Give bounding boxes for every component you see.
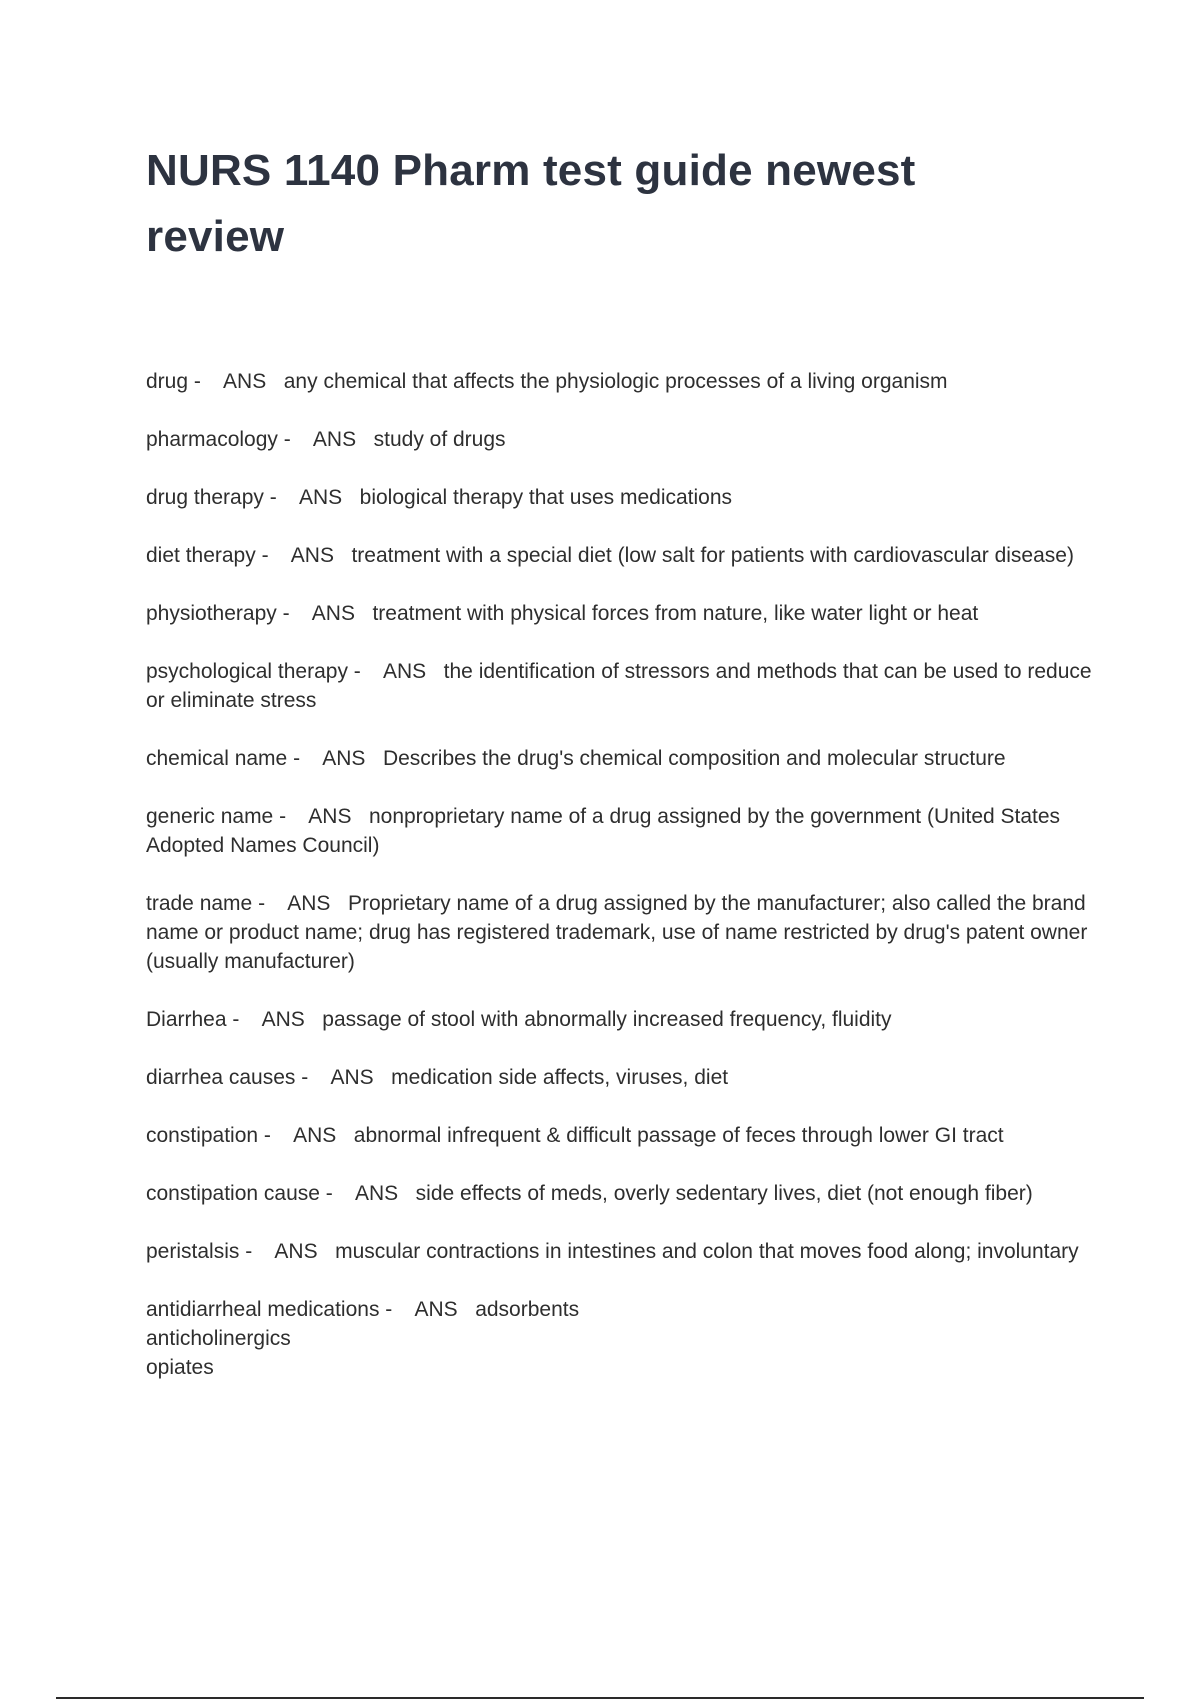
- entry-separator: -: [258, 1124, 294, 1147]
- entry-definition: treatment with physical forces from nature, like water light or heat: [372, 602, 979, 625]
- entry-answer-label: ANS: [311, 602, 355, 625]
- entry-gap: [365, 747, 383, 770]
- entry-separator: -: [239, 1240, 275, 1263]
- entry-separator: -: [295, 1066, 331, 1089]
- flashcard-entry: [146, 889, 1096, 976]
- flashcard-list: [146, 367, 1096, 1411]
- flashcard-entry: [146, 367, 1096, 396]
- entry-separator: -: [347, 660, 383, 683]
- entry-gap: [336, 1124, 354, 1147]
- entry-answer-label: ANS: [290, 544, 334, 567]
- entry-answer-label: ANS: [274, 1240, 318, 1263]
- entry-gap: [330, 892, 348, 915]
- entry-answer-label: ANS: [308, 805, 352, 828]
- entry-definition: treatment with a special diet (low salt for patients with cardiovascular disease): [351, 544, 1074, 567]
- entry-answer-label: ANS: [330, 1066, 374, 1089]
- entry-gap: [355, 602, 373, 625]
- entry-gap: [266, 370, 284, 393]
- entry-definition: any chemical that affects the physiologic processes of a living organism: [283, 370, 948, 393]
- flashcard-entry: [146, 483, 1096, 512]
- entry-separator: -: [252, 892, 288, 915]
- entry-definition: study of drugs: [373, 428, 506, 451]
- entry-separator: -: [319, 1182, 355, 1205]
- entry-separator: -: [188, 370, 224, 393]
- entry-answer-label: ANS: [382, 660, 427, 683]
- entry-definition: adsorbents: [475, 1298, 580, 1321]
- entry-answer-label: ANS: [312, 428, 357, 451]
- entry-answer-label: ANS: [354, 1182, 399, 1205]
- entry-definition: abnormal infrequent & difficult passage of feces through lower GI tract: [353, 1124, 1004, 1147]
- entry-gap: [334, 544, 352, 567]
- entry-term: diarrhea causes: [146, 1066, 296, 1089]
- entry-separator: -: [255, 544, 291, 567]
- entry-term: trade name: [146, 892, 253, 915]
- entry-definition: Describes the drug's chemical composition and molecular structure: [382, 747, 1006, 770]
- footer-divider: [56, 1697, 1144, 1699]
- entry-definition: medication side affects, viruses, diet: [391, 1066, 729, 1089]
- entry-term: pharmacology: [146, 428, 278, 451]
- flashcard-entry: [146, 802, 1096, 860]
- entry-term: antidiarrheal medications: [146, 1298, 380, 1321]
- entry-separator: -: [263, 486, 299, 509]
- entry-separator: -: [273, 805, 309, 828]
- entry-definition: passage of stool with abnormally increased frequency, fluidity: [322, 1008, 892, 1031]
- entry-definition: side effects of meds, overly sedentary lives, diet (not enough fiber): [415, 1182, 1033, 1205]
- entry-definition: Proprietary name of a drug assigned by the manufacturer; also called the brand name or product name; drug has registered trademark, use of name restricted by drug's patent owner (usually manufacturer): [146, 892, 1088, 973]
- entry-term: chemical name: [146, 747, 288, 770]
- entry-separator: -: [287, 747, 323, 770]
- entry-gap: [398, 1182, 416, 1205]
- entry-term: Diarrhea: [146, 1008, 227, 1031]
- entry-gap: [426, 660, 444, 683]
- flashcard-entry: [146, 541, 1096, 570]
- flashcard-entry: [146, 1063, 1096, 1092]
- entry-term: drug: [146, 370, 189, 393]
- entry-answer-label: ANS: [287, 892, 331, 915]
- entry-definition: nonproprietary name of a drug assigned by the government (United States Adopted Names Council): [146, 805, 1061, 857]
- flashcard-entry: [146, 599, 1096, 628]
- entry-gap: [374, 1066, 392, 1089]
- flashcard-entry: [146, 657, 1096, 715]
- entry-answer-label: ANS: [298, 486, 343, 509]
- entry-answer-label: ANS: [293, 1124, 337, 1147]
- entry-term: drug therapy: [146, 486, 264, 509]
- entry-answer-label: ANS: [414, 1298, 458, 1321]
- document-title: NURS 1140 Pharm test guide newest review: [146, 146, 916, 261]
- flashcard-entry: [146, 744, 1096, 773]
- flashcard-entry: [146, 1237, 1096, 1266]
- flashcard-entry: [146, 425, 1096, 454]
- entry-gap: [318, 1240, 336, 1263]
- entry-extra-line: anticholinergics: [146, 1327, 291, 1350]
- flashcard-entry: [146, 1005, 1096, 1034]
- entry-term: constipation: [146, 1124, 259, 1147]
- entry-answer-label: ANS: [261, 1008, 305, 1031]
- entry-extra-line: opiates: [146, 1356, 214, 1379]
- entry-separator: -: [379, 1298, 415, 1321]
- entry-separator: -: [277, 428, 313, 451]
- entry-gap: [356, 428, 374, 451]
- entry-definition: biological therapy that uses medications: [359, 486, 733, 509]
- entry-definition: the identification of stressors and methods that can be used to reduce or eliminate stress: [146, 660, 1092, 712]
- entry-term: peristalsis: [146, 1240, 240, 1263]
- entry-term: generic name: [146, 805, 274, 828]
- entry-term: physiotherapy: [146, 602, 277, 625]
- entry-answer-label: ANS: [322, 747, 366, 770]
- entry-definition: muscular contractions in intestines and colon that moves food along; involuntary: [335, 1240, 1079, 1263]
- entry-gap: [351, 805, 369, 828]
- flashcard-entry: [146, 1179, 1096, 1208]
- entry-term: diet therapy: [146, 544, 256, 567]
- entry-gap: [458, 1298, 476, 1321]
- entry-term: constipation cause: [146, 1182, 320, 1205]
- entry-gap: [305, 1008, 323, 1031]
- entry-separator: -: [276, 602, 312, 625]
- entry-answer-label: ANS: [223, 370, 267, 393]
- entry-term: psychological therapy: [146, 660, 348, 683]
- flashcard-entry: [146, 1295, 1096, 1382]
- entry-separator: -: [226, 1008, 262, 1031]
- flashcard-entry: [146, 1121, 1096, 1150]
- entry-gap: [342, 486, 360, 509]
